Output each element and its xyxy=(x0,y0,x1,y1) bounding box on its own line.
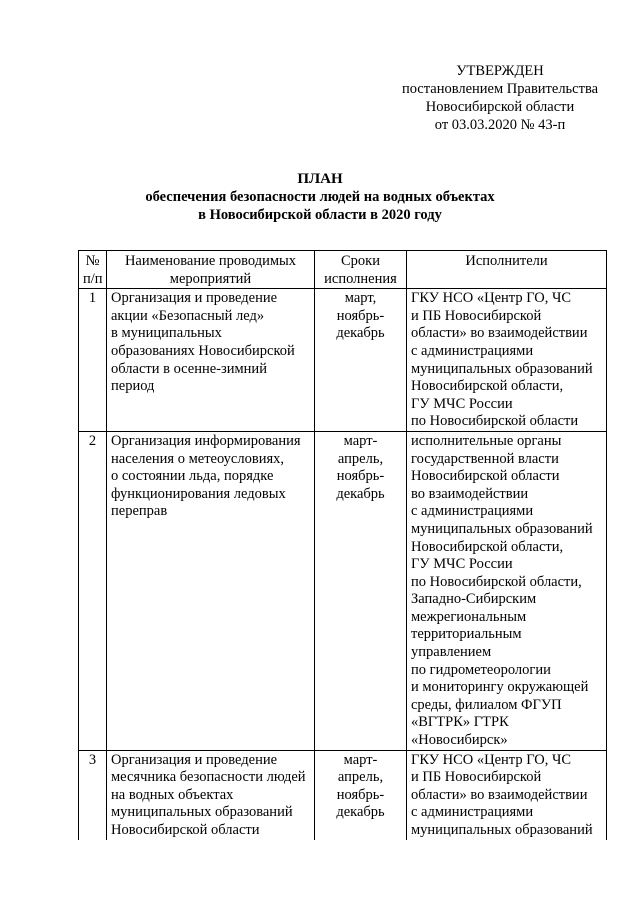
header-line: мероприятий xyxy=(169,270,252,287)
header-name xyxy=(107,251,315,289)
header-line: исполнения xyxy=(324,270,397,287)
cell-line: ноябрь- xyxy=(336,307,385,324)
cell-line: межрегиональным xyxy=(411,608,527,625)
approval-line: постановлением Правительства xyxy=(401,81,599,97)
cell-line: среды, филиалом ФГУП xyxy=(411,696,562,713)
cell-line: Новосибирской области xyxy=(111,822,260,838)
cell-line: по Новосибирской области xyxy=(411,413,579,430)
cell-line: апрель, xyxy=(337,769,384,786)
cell-name xyxy=(107,750,315,839)
header-line: Исполнители xyxy=(465,253,548,269)
table-row xyxy=(79,750,607,839)
header-line: № xyxy=(85,253,100,269)
cell-line: акции «Безопасный лед» xyxy=(111,307,265,324)
cell-line: Организация и проведение xyxy=(111,290,278,307)
header-deadline xyxy=(315,251,407,289)
document-subtitle-line: обеспечения безопасности людей на водных объектах xyxy=(145,189,495,205)
cell-line: управлением xyxy=(411,644,492,661)
table-header-row xyxy=(79,251,607,289)
header-executors xyxy=(407,251,607,289)
cell-line: муниципальных образований xyxy=(411,822,593,838)
approval-line: Новосибирской области xyxy=(425,99,575,115)
cell-line: декабрь xyxy=(336,485,385,502)
cell-line: ноябрь- xyxy=(336,468,385,485)
cell-line: населения о метеоусловиях, xyxy=(111,450,285,467)
cell-line: март- xyxy=(343,751,378,768)
cell-line: муниципальных образований xyxy=(411,520,593,537)
cell-line: исполнительные органы xyxy=(411,432,562,449)
table-row xyxy=(79,289,607,432)
cell-num: 1 xyxy=(79,289,107,432)
cell-num: 2 xyxy=(79,431,107,750)
document-subtitle-line: в Новосибирской области в 2020 году xyxy=(198,207,442,223)
cell-line: в муниципальных xyxy=(111,325,222,342)
cell-name xyxy=(107,431,315,750)
header-line: Наименование проводимых xyxy=(124,253,297,269)
cell-deadline xyxy=(315,750,407,839)
cell-line: Новосибирской области xyxy=(411,468,560,485)
cell-line: муниципальных образований xyxy=(411,360,593,377)
cell-executors xyxy=(407,431,607,750)
cell-line: области» во взаимодействии xyxy=(411,325,588,342)
cell-line: декабрь xyxy=(336,804,385,821)
cell-line: по гидрометеорологии xyxy=(411,661,551,678)
cell-line: области» во взаимодействии xyxy=(411,786,588,803)
cell-line: и ПБ Новосибирской xyxy=(411,307,542,324)
cell-line: ГКУ НСО «Центр ГО, ЧС xyxy=(411,290,572,307)
cell-line: территориальным xyxy=(411,626,522,643)
cell-line: «Новосибирск» xyxy=(411,732,508,749)
cell-line: образованиях Новосибирской xyxy=(111,342,295,359)
cell-line: Организация и проведение xyxy=(111,751,278,768)
cell-line: и мониторингу окружающей xyxy=(411,679,589,696)
cell-line: переправ xyxy=(111,503,168,520)
cell-line: с администрациями xyxy=(411,804,534,821)
cell-executors xyxy=(407,750,607,839)
cell-line: области в осенне-зимний xyxy=(111,360,267,377)
cell-line: март, xyxy=(344,290,377,307)
cell-line: апрель, xyxy=(337,450,384,467)
plan-table xyxy=(78,250,607,840)
cell-name xyxy=(107,289,315,432)
cell-executors xyxy=(407,289,607,432)
header-num xyxy=(79,251,107,289)
cell-line: государственной власти xyxy=(411,450,559,467)
cell-line: месячника безопасности людей xyxy=(111,769,306,786)
cell-line: март- xyxy=(343,432,378,449)
approval-stamp xyxy=(400,62,600,134)
cell-line: ГУ МЧС России xyxy=(411,395,513,412)
cell-num: 3 xyxy=(79,750,107,839)
cell-line: ГКУ НСО «Центр ГО, ЧС xyxy=(411,751,572,768)
cell-line: муниципальных образований xyxy=(111,804,293,821)
cell-line: Организация информирования xyxy=(111,432,301,449)
approval-line: от 03.03.2020 № 43-п xyxy=(434,117,566,133)
cell-deadline xyxy=(315,431,407,750)
cell-line: ГУ МЧС России xyxy=(411,556,513,573)
cell-line: Западно-Сибирским xyxy=(411,591,537,608)
cell-line: «ВГТРК» ГТРК xyxy=(411,714,509,731)
approval-line: УТВЕРЖДЕН xyxy=(456,63,544,79)
cell-line: декабрь xyxy=(336,325,385,342)
document-heading xyxy=(0,170,640,224)
cell-line: на водных объектах xyxy=(111,786,234,803)
cell-line: во взаимодействии xyxy=(411,485,529,502)
cell-line: с администрациями xyxy=(411,503,534,520)
table-row xyxy=(79,431,607,750)
header-line: п/п xyxy=(83,270,103,287)
cell-line: ноябрь- xyxy=(336,786,385,803)
cell-line: и ПБ Новосибирской xyxy=(411,769,542,786)
cell-line: с администрациями xyxy=(411,342,534,359)
cell-line: по Новосибирской области, xyxy=(411,573,582,590)
cell-line: период xyxy=(111,378,155,395)
cell-line: о состоянии льда, порядке xyxy=(111,468,274,485)
document-title: ПЛАН xyxy=(297,171,343,187)
cell-deadline xyxy=(315,289,407,432)
cell-line: функционирования ледовых xyxy=(111,485,286,502)
header-line: Сроки xyxy=(341,253,380,269)
cell-line: Новосибирской области, xyxy=(411,378,564,395)
cell-line: Новосибирской области, xyxy=(411,538,564,555)
